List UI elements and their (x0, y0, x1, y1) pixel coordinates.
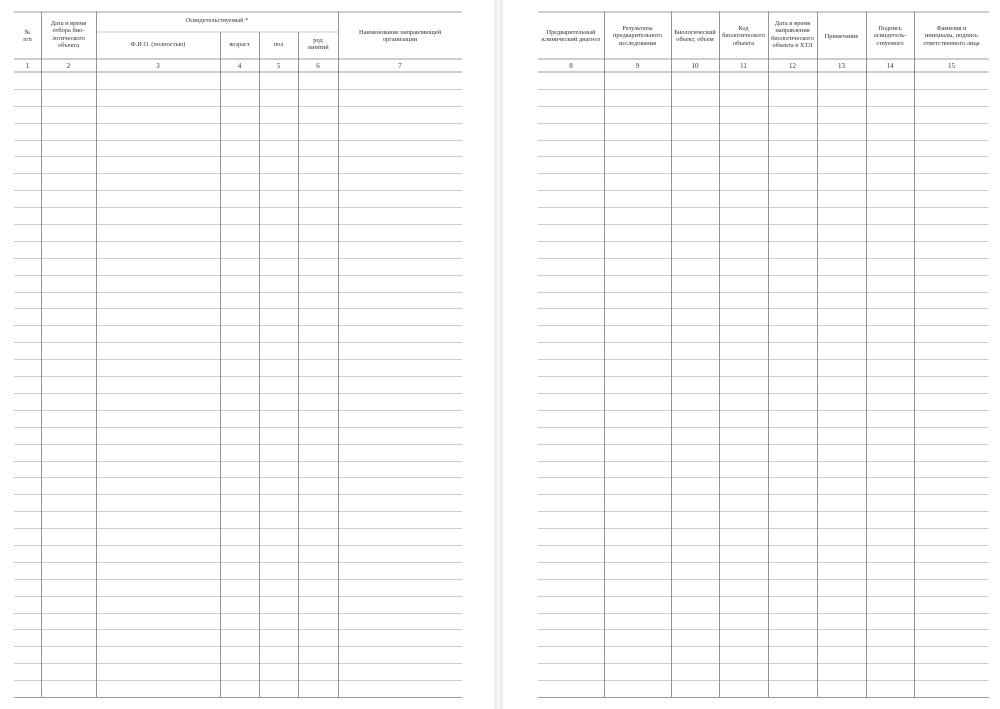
col-number-6: 6 (316, 62, 320, 70)
header-bio-object-code: Код биологического объекта (722, 25, 765, 47)
header-row-number: № п/п (23, 29, 32, 44)
col-number-4: 4 (237, 62, 242, 70)
col-number-9: 9 (635, 62, 640, 70)
col-number-2: 2 (66, 62, 71, 70)
col-number-15: 15 (948, 62, 955, 70)
header-age: возраст (229, 41, 250, 48)
col-number-5: 5 (276, 62, 281, 70)
col-number-10: 10 (691, 62, 699, 70)
col-number-12: 12 (789, 62, 796, 70)
header-responsible-person: Фамилия и инициалы, подпись ответственного лица (923, 25, 980, 47)
header-referring-org: Наименование направляющей организации (358, 29, 442, 44)
right-page (503, 0, 1000, 709)
header-examinee-signature: Подпись освидетель- ствуемого (873, 25, 907, 47)
left-page-grid (0, 0, 494, 709)
header-preliminary-results: Результаты предварительного исследования (612, 25, 662, 47)
header-referral-datetime: Дата и время направления биологического объекта в ХТЛ (771, 20, 814, 50)
col-number-8: 8 (569, 62, 573, 70)
right-page-grid (503, 0, 1000, 709)
header-full-name: Ф.И.О. (полностью) (130, 41, 186, 48)
col-number-11: 11 (740, 62, 747, 70)
header-occupation: род занятий (307, 37, 329, 52)
header-note: Примечание (824, 33, 859, 40)
col-number-1: 1 (25, 62, 30, 70)
header-bio-object-volume: Биологический объект, объем (674, 29, 716, 44)
col-number-3: 3 (156, 62, 160, 70)
header-sex: пол (273, 41, 284, 48)
header-examinee-group: Освидетельствуемый * (185, 17, 249, 24)
header-sampling-datetime: Дата и время отбора био- логического объекта (50, 20, 87, 50)
col-number-7: 7 (398, 62, 402, 70)
binding-gutter (494, 0, 503, 709)
col-number-14: 14 (886, 62, 894, 70)
header-clinical-diagnosis: Предварительный клинический диагноз (541, 29, 601, 44)
left-page (0, 0, 494, 709)
col-number-13: 13 (838, 62, 845, 70)
